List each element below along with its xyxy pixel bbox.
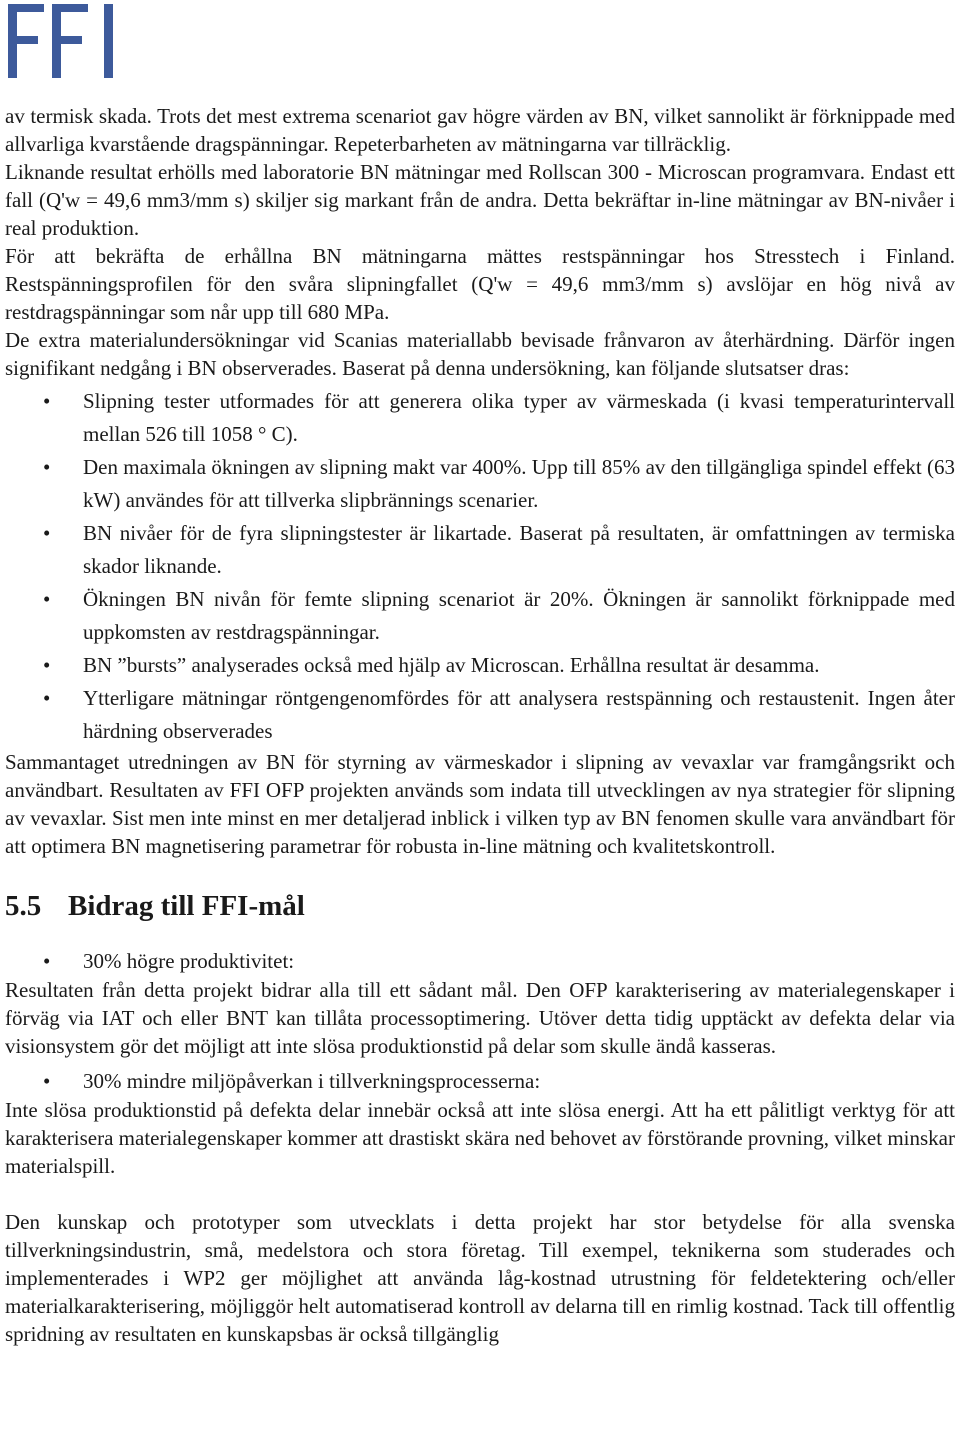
paragraph-sammantaget: Sammantaget utredningen av BN för styrning av värmeskador i slipning av vevaxlar var framgångsrikt och användbart. Resultaten av FFI OFP projekten används som indata till utvecklingen av nya strategier för slipning av vevaxlar. Sist men inte minst en mer detaljerad inblick i vilken typ av BN fenomen skulle vara användbart för att optimera BN magnetisering parametrar för robusta in-line mätning och kvalitetskontroll.	[5, 750, 955, 858]
bullet-icon: •	[43, 587, 51, 611]
bullet-icon: •	[43, 455, 51, 479]
paragraph-termisk-skada: av termisk skada. Trots det mest extrema scenariot gav högre värden av BN, vilket sannolikt är förknippade med allvarliga kvarstående dragspänningar. Repeterbarheten av mätningarna var tillräcklig.	[5, 104, 955, 156]
spacer	[5, 1180, 955, 1208]
document-body	[5, 102, 955, 1348]
conclusions-list	[5, 385, 955, 748]
goal-environment: • 30% mindre miljöpåverkan i tillverkningsprocesserna:	[5, 1066, 955, 1096]
paragraph-kunskap: Den kunskap och prototyper som utvecklats i detta projekt har stor betydelse för alla svenska tillverkningsindustrin, små, medelstora och stora företag. Till exempel, teknikerna som studerades och implementerades i WP2 ger möjlighet att använda låg-kostnad utrustning för feldetektering och/eller materialkarakterisering, möjliggör helt automatiserad kontroll av delarna till en rimlig kostnad. Tack till offentlig spridning av resultaten en kunskapsbas är också tillgänglig	[5, 1210, 955, 1346]
paragraph-liknande-resultat: Liknande resultat erhölls med laboratorie BN mätningar med Rollscan 300 - Microscan programvara. Endast ett fall (Q'w = 49,6 mm3/mm s) skiljer sig markant från de andra. Detta bekräftar in-line mätningar av BN-nivåer i real produktion.	[5, 160, 955, 240]
bullet-icon: •	[43, 686, 51, 710]
list-item: • Ökningen BN nivån för femte slipning scenariot är 20%. Ökningen är sannolikt förknippade med uppkomsten av restdragspänningar.	[5, 583, 955, 649]
paragraph-restspanningar: För att bekräfta de erhållna BN mätningarna mättes restspänningar hos Stresstech i Finland. Restspänningsprofilen för den svåra slipningfallet (Q'w = 49,6 mm3/mm s) avslöjar en hög nivå av restdragspänningar som når upp till 680 MPa.	[5, 244, 955, 324]
list-item: • Slipning tester utformades för att generera olika typer av värmeskada (i kvasi temperaturintervall mellan 526 till 1058 ° C).	[5, 385, 955, 451]
list-item: • Den maximala ökningen av slipning makt var 400%. Upp till 85% av den tillgängliga spindel effekt (63 kW) användes för att tillverka slipbrännings scenarier.	[5, 451, 955, 517]
list-item: • Ytterligare mätningar röntgengenomfördes för att analysera restspänning och restaustenit. Ingen åter härdning observerades	[5, 682, 955, 748]
section-number: 5.5	[5, 890, 42, 922]
paragraph-resultaten: Resultaten från detta projekt bidrar alla till ett sådant mål. Den OFP karakterisering av materialegenskaper i förväg via IAT och eller BNT kan tillåta processoptimering. Utöver detta tidig upptäckt av defekta delar via visionsystem gör det möjligt att inte slösa produktionstid på delar som skulle ändå kasseras.	[5, 978, 955, 1058]
paragraph-inte-slosa: Inte slösa produktionstid på defekta delar innebär också att inte slösa energi. Att ha ett pålitligt verktyg för att karakterisera materialegenskaper kommer att drastiskt skära ned behovet av förstörande provning, vilket minskar materialspill.	[5, 1098, 955, 1178]
ffi-logo	[4, 2, 118, 80]
bullet-icon: •	[43, 521, 51, 545]
paragraph-materialundersokningar: De extra materialundersökningar vid Scanias materiallabb bevisade frånvaron av återhärdning. Därför ingen signifikant nedgång i BN observerades. Baserat på denna undersökning, kan följande slutsatser dras:	[5, 328, 955, 380]
goal-productivity: • 30% högre produktivitet:	[5, 946, 955, 976]
bullet-icon: •	[43, 949, 51, 973]
list-item: • BN ”bursts” analyserades också med hjälp av Microscan. Erhållna resultat är desamma.	[5, 649, 955, 682]
bullet-icon: •	[43, 389, 51, 413]
bullet-icon: •	[43, 653, 51, 677]
section-heading	[5, 888, 955, 924]
section-title: Bidrag till FFI-mål	[68, 890, 305, 922]
bullet-icon: •	[43, 1069, 51, 1093]
list-item: • BN nivåer för de fyra slipningstester är likartade. Baserat på resultaten, är omfattningen av termiska skador liknande.	[5, 517, 955, 583]
